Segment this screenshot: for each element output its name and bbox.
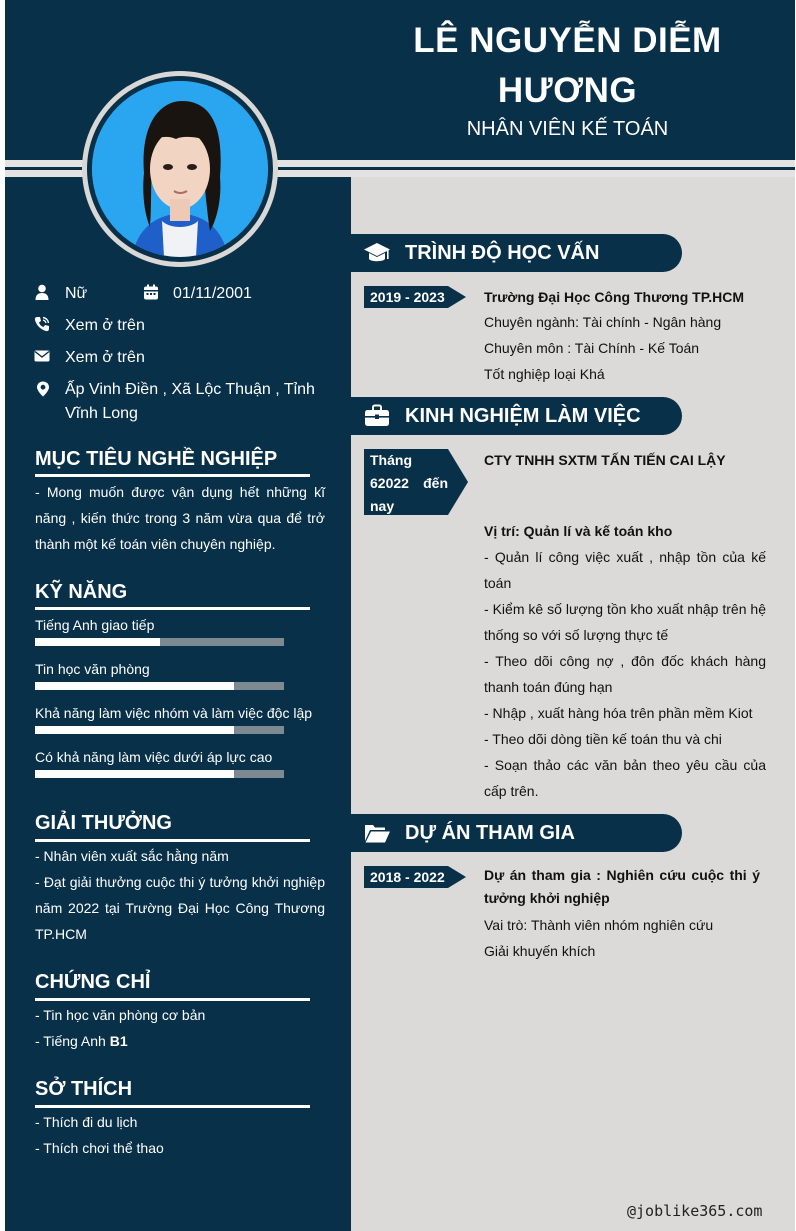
folder-open-icon xyxy=(363,821,391,845)
hobby-item: - Thích chơi thể thao xyxy=(35,1140,164,1156)
certificate-item-level: B1 xyxy=(109,1033,128,1049)
portrait-photo xyxy=(92,81,268,257)
skill-bar-fill xyxy=(35,770,234,778)
date-tag-arrow xyxy=(448,449,468,515)
graduation-cap-icon xyxy=(363,241,391,265)
awards-rule xyxy=(35,839,310,842)
education-grade: Tốt nghiệp loại Khá xyxy=(484,366,605,382)
hobbies-rule xyxy=(35,1105,310,1108)
experience-position: Vị trí: Quản lí và kế toán kho xyxy=(484,523,673,539)
project-name: Dự án tham gia : Nghiên cứu cuộc thi ý tưởng khởi nghiệp xyxy=(484,867,760,906)
date-tag-arrow xyxy=(448,866,466,888)
skill-bar xyxy=(35,682,284,690)
skill-bar xyxy=(35,770,284,778)
email-value: Xem ở trên xyxy=(65,349,145,366)
experience-date-tag xyxy=(364,449,448,515)
briefcase-icon xyxy=(363,404,391,428)
skill-label: Tin học văn phòng xyxy=(35,661,150,677)
skill-bar-fill xyxy=(35,726,234,734)
award-item: - Nhân viên xuất sắc hằng năm xyxy=(35,848,229,864)
calendar-icon xyxy=(143,284,159,300)
address-value xyxy=(65,378,335,426)
education-major: Chuyên ngành: Tài chính - Ngân hàng xyxy=(484,314,722,330)
phone-value: Xem ở trên xyxy=(65,317,145,334)
skill-bar xyxy=(35,726,284,734)
experience-duty: - Soạn thảo các văn bản theo yêu cầu của cấp trên. xyxy=(484,757,766,799)
education-specialty: Chuyên môn : Tài Chính - Kế Toán xyxy=(484,340,700,356)
avatar xyxy=(92,81,268,257)
objective-title: MỤC TIÊU NGHỀ NGHIỆP xyxy=(35,448,278,470)
birthday-value: 01/11/2001 xyxy=(173,285,252,302)
candidate-name xyxy=(345,16,790,116)
experience-date-line1: Tháng xyxy=(370,452,412,468)
address-line-1: Ấp Vinh Điền , Xã Lộc Thuận , Tỉnh xyxy=(65,381,315,398)
skill-bar-fill xyxy=(35,682,234,690)
envelope-icon xyxy=(34,348,50,364)
projects-title: DỰ ÁN THAM GIA xyxy=(405,822,575,844)
award-item: - Đạt giải thưởng cuộc thi ý tưởng khởi nghiệp năm 2022 tại Trường Đại Học Công Thương TP.HCM xyxy=(35,874,325,942)
skills-rule xyxy=(35,607,310,610)
project-result: Giải khuyến khích xyxy=(484,943,596,959)
hobby-item: - Thích đi du lịch xyxy=(35,1114,138,1130)
objective-text: - Mong muốn được vận dụng hết những kĩ năng , kiến thức trong 3 năm vừa qua để trở thành một kế toán viên chuyên nghiệp. xyxy=(35,484,325,552)
skill-label: Tiếng Anh giao tiếp xyxy=(35,617,155,633)
experience-date-line3: nay xyxy=(370,498,395,514)
project-date-tag: 2018 - 2022 xyxy=(364,866,448,888)
experience-date-start: 62022 xyxy=(370,475,409,491)
certificate-item: - Tin học văn phòng cơ bản xyxy=(35,1007,206,1023)
project-role: Vai trò: Thành viên nhóm nghiên cứu xyxy=(484,917,714,933)
person-icon xyxy=(34,284,50,300)
education-school: Trường Đại Học Công Thương TP.HCM xyxy=(484,289,745,305)
experience-title: KINH NGHIỆM LÀM VIỆC xyxy=(405,405,641,427)
phone-icon xyxy=(34,316,50,332)
awards-title: GIẢI THƯỞNG xyxy=(35,812,172,834)
skill-bar xyxy=(35,638,284,646)
job-title: NHÂN VIÊN KẾ TOÁN xyxy=(466,118,669,140)
date-tag-arrow xyxy=(448,286,466,308)
objective-rule xyxy=(35,474,310,477)
certificates-rule xyxy=(35,998,310,1001)
education-date-tag: 2019 - 2023 xyxy=(364,286,448,308)
address-line-2: Vĩnh Long xyxy=(65,405,138,422)
watermark-text: @joblike365.com xyxy=(627,1202,763,1220)
cv-page xyxy=(5,0,795,1231)
certificates-title: CHỨNG CHỈ xyxy=(35,971,151,993)
hobbies-title: SỞ THÍCH xyxy=(35,1078,133,1100)
skills-title: KỸ NĂNG xyxy=(35,581,128,603)
gender-value: Nữ xyxy=(65,285,88,302)
experience-duty: - Nhập , xuất hàng hóa trên phần mềm Kiot xyxy=(484,705,753,721)
experience-date-line2 xyxy=(370,472,448,495)
education-title: TRÌNH ĐỘ HỌC VẤN xyxy=(405,242,600,264)
experience-header xyxy=(351,397,682,435)
skill-label: Có khả năng làm việc dưới áp lực cao xyxy=(35,749,273,765)
skill-label: Khả năng làm việc nhóm và làm việc độc lập xyxy=(35,705,313,721)
location-pin-icon xyxy=(35,381,51,397)
certificate-item-prefix: - Tiếng Anh xyxy=(35,1033,110,1049)
experience-company: CTY TNHH SXTM TẤN TIẾN CAI LẬY xyxy=(484,452,726,468)
education-header xyxy=(351,234,682,272)
experience-duty: - Theo dõi công nợ , đôn đốc khách hàng thanh toán đúng hạn xyxy=(484,653,766,695)
experience-duty: - Theo dõi dòng tiền kế toán thu và chi xyxy=(484,731,722,747)
experience-duty: - Kiểm kê số lượng tồn kho xuất nhập trên hệ thống so với số lượng thực tế xyxy=(484,601,766,643)
skill-bar-fill xyxy=(35,638,160,646)
candidate-name-line1: LÊ NGUYỄN DIỄM xyxy=(413,21,722,60)
experience-duty: - Quản lí công việc xuất , nhập tồn của kế toán xyxy=(484,549,766,591)
projects-header xyxy=(351,814,682,852)
experience-date-to: đến xyxy=(423,475,448,491)
certificate-item xyxy=(35,1028,325,1054)
candidate-name-line2: HƯƠNG xyxy=(497,71,638,110)
